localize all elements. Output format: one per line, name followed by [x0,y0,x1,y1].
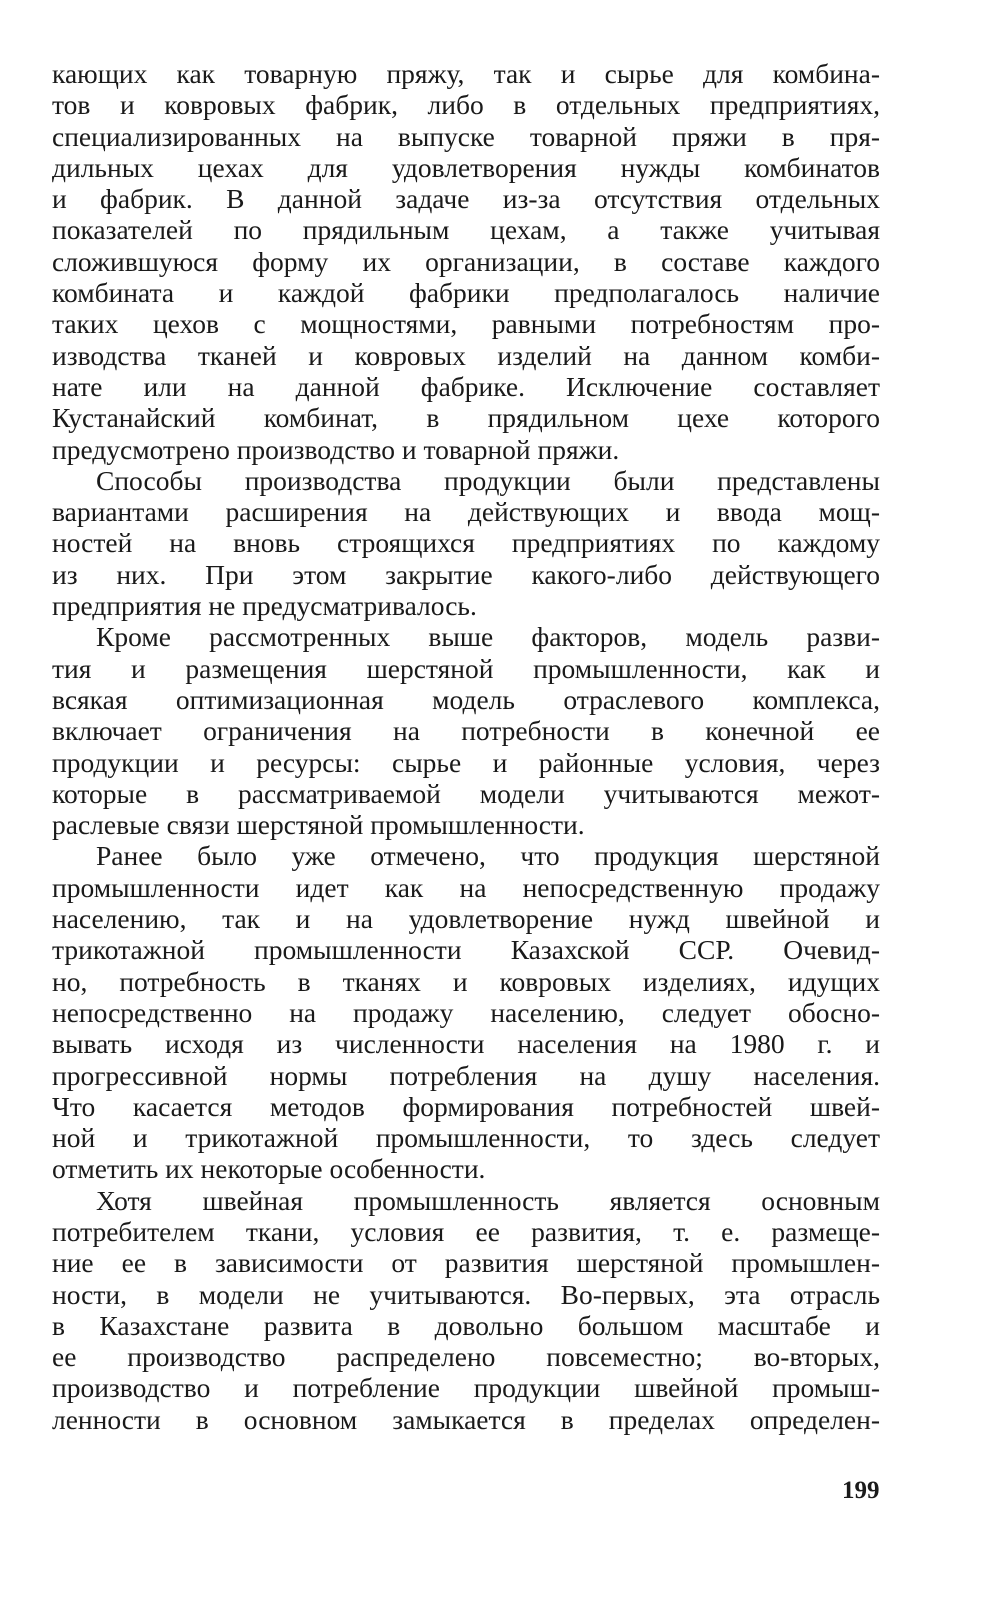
text-line: включает ограничения на потребности в конечной ее [52,715,880,747]
text-line: кающих как товарную пряжу, так и сырье для комбина- [52,58,880,89]
text-line: ностей на вновь строящихся предприятиях по каждому [52,527,880,559]
page-number: 199 [842,1477,880,1504]
text-line: промышленности идет как на непосредственную продажу [52,871,880,903]
text-line: Кустанайский комбинат, в прядильном цехе которого [52,402,880,434]
paragraph [52,465,880,621]
text-line: Хотя швейная промышленность является основным [96,1184,880,1216]
text-line: нате или на данной фабрике. Исключение составляет [52,370,880,402]
text-line: Ранее было уже отмечено, что продукция шерстяной [96,840,880,872]
text-line: изводства тканей и ковровых изделий на данном комби- [52,339,880,371]
text-line: трикотажной промышленности Казахской ССР. Очевид- [52,934,880,966]
text-line: дильных цехах для удовлетворения нужды комбинатов [52,151,880,183]
text-line: из них. При этом закрытие какого-либо действующего [52,558,880,590]
text-line: Способы производства продукции были представлены [96,464,880,496]
text-line: ности, в модели не учитываются. Во-первых, эта отрасль [52,1278,880,1310]
text-line: потребителем ткани, условия ее развития, т. е. размеще- [52,1215,880,1247]
text-line: вывать исходя из численности населения на 1980 г. и [52,1028,880,1060]
text-line: ной и трикотажной промышленности, то здесь следует [52,1122,880,1154]
text-line: которые в рассматриваемой модели учитываются межот- [52,777,880,809]
text-line: но, потребность в тканях и ковровых изделиях, идущих [52,965,880,997]
text-line: и фабрик. В данной задаче из-за отсутствия отдельных [52,183,880,215]
text-line: сложившуюся форму их организации, в составе каждого [52,245,880,277]
text-line: отметить их некоторые особенности. [52,1153,486,1185]
text-line: населению, так и на удовлетворение нужд швейной и [52,903,880,935]
text-line: предприятия не предусматривалось. [52,590,477,622]
paragraph [52,621,880,840]
text-line: ленности в основном замыкается в пределах определен- [52,1403,880,1435]
text-line: предусмотрено производство и товарной пряжи. [52,433,620,465]
text-line: тов и ковровых фабрик, либо в отдельных предприятиях, [52,89,880,121]
text-line: в Казахстане развита в довольно большом масштабе и [52,1309,880,1341]
text-line: Что касается методов формирования потребностей швей- [52,1090,880,1122]
text-line: всякая оптимизационная модель отраслевого комплекса, [52,683,880,715]
text-line: специализированных на выпуске товарной пряжи в пря- [52,120,880,152]
text-line: прогрессивной нормы потребления на душу населения. [52,1059,880,1091]
text-line: производство и потребление продукции швейной промыш- [52,1372,880,1404]
text-line: раслевые связи шерстяной промышленности. [52,809,585,841]
paragraph [52,840,880,1184]
text-line: вариантами расширения на действующих и ввода мощ- [52,496,880,528]
text-line: ние ее в зависимости от развития шерстяной промышлен- [52,1247,880,1279]
text-line: таких цехов с мощностями, равными потребностям про- [52,308,880,340]
paragraph [52,1185,880,1435]
paragraph [52,58,880,465]
text-line: Кроме рассмотренных выше факторов, модель разви- [96,621,880,653]
text-line: тия и размещения шерстяной промышленности, как и [52,652,880,684]
text-line: непосредственно на продажу населению, следует обосно- [52,996,880,1028]
text-line: комбината и каждой фабрики предполагалось наличие [52,277,880,309]
page-body [52,58,880,1435]
text-line: показателей по прядильным цехам, а также учитывая [52,214,880,246]
text-line: продукции и ресурсы: сырье и районные условия, через [52,746,880,778]
text-line: ее производство распределено повсеместно; во-вторых, [52,1341,880,1373]
